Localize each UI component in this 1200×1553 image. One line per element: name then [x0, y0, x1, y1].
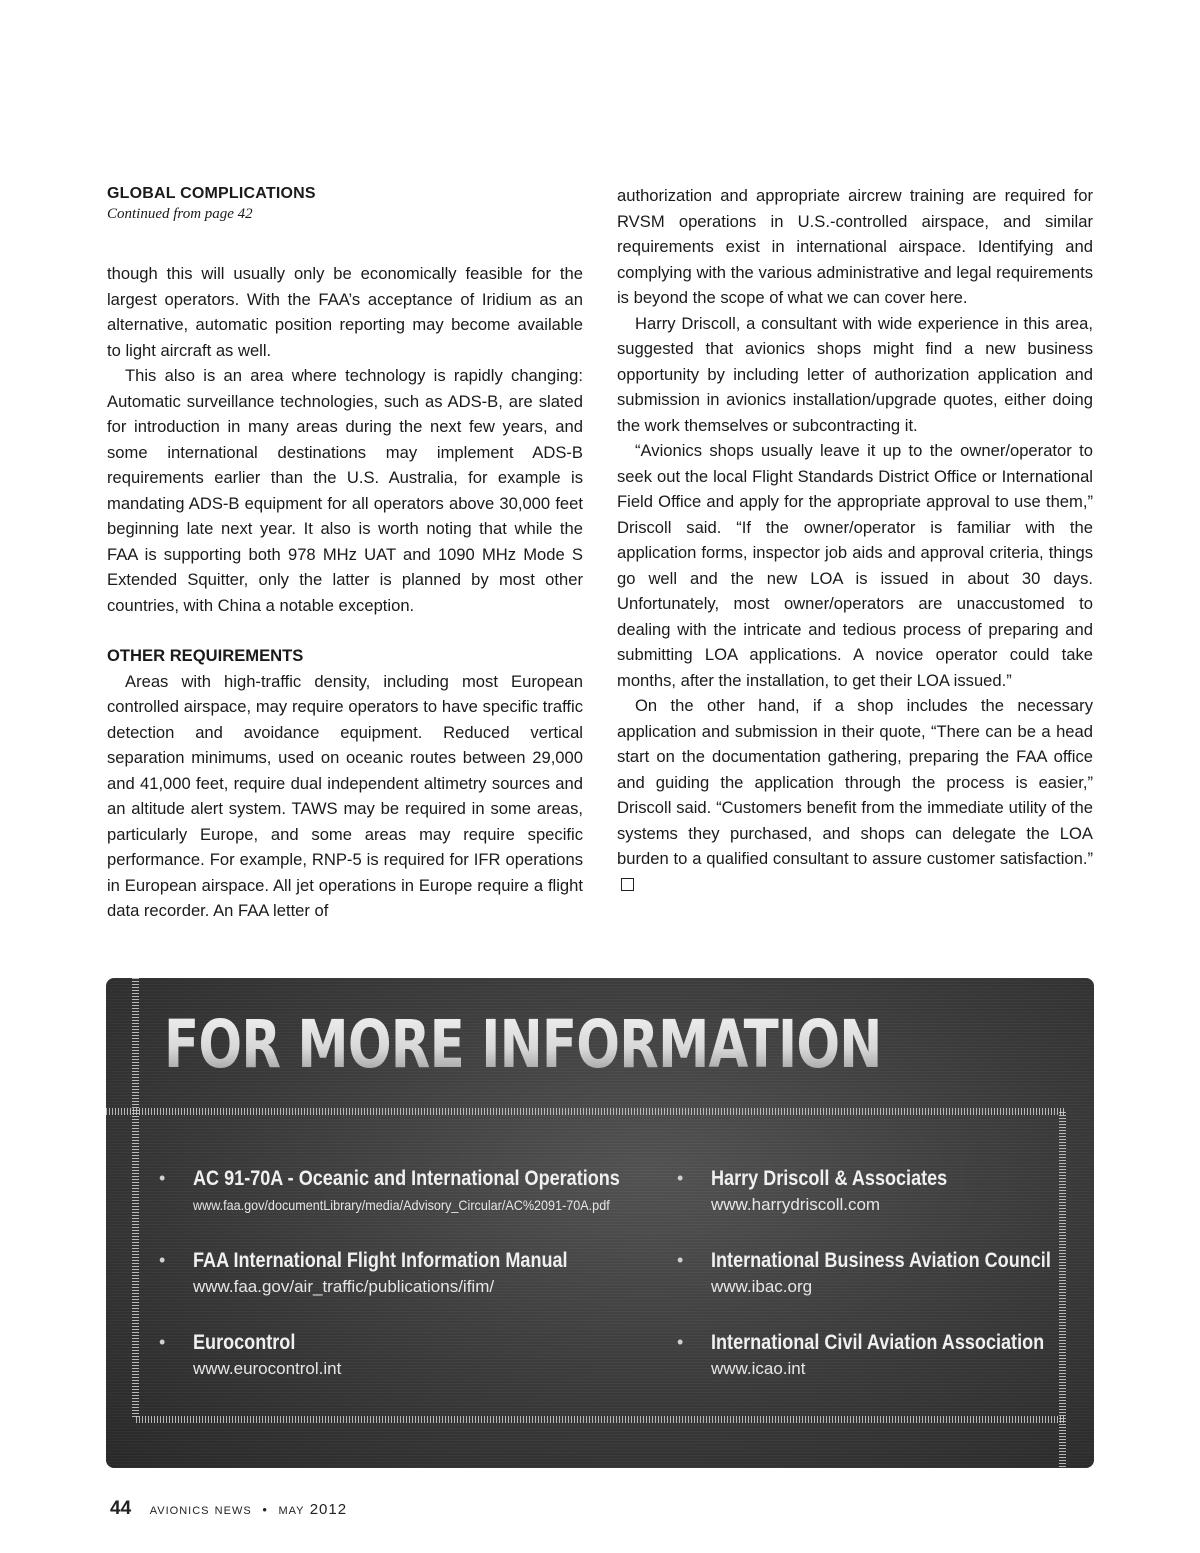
- bullet-icon: •: [159, 1250, 166, 1270]
- issue-date: may 2012: [278, 1501, 348, 1518]
- body-paragraph: [617, 693, 1093, 897]
- resource-item: [677, 1330, 1094, 1382]
- ruler-left-decoration: [132, 978, 139, 1418]
- resource-item: [159, 1330, 342, 1382]
- resource-link[interactable]: www.eurocontrol.int: [193, 1359, 342, 1378]
- bullet-icon: •: [677, 1332, 684, 1352]
- resource-name: International Civil Aviation Association: [711, 1331, 1045, 1354]
- article-left-column: [107, 183, 583, 924]
- resource-name: International Business Aviation Council: [711, 1249, 1051, 1272]
- resource-link[interactable]: www.ibac.org: [711, 1277, 813, 1296]
- end-mark-icon: [621, 878, 634, 891]
- bullet-icon: •: [159, 1332, 166, 1352]
- resource-item: [677, 1166, 986, 1218]
- info-box-title: FOR MORE INFORMATION: [164, 1006, 882, 1083]
- resource-link[interactable]: www.faa.gov/documentLibrary/media/Advisory_Circular/AC%2091-70A.pdf: [193, 1197, 610, 1213]
- resource-link[interactable]: www.harrydriscoll.com: [711, 1195, 881, 1214]
- body-paragraph: Harry Driscoll, a consultant with wide experience in this area, suggested that avionics shops might find a new business opportunity by including letter of authorization application and submission in avionics installation/upgrade quotes, either doing the work themselves or subcontracting it.: [617, 313, 1093, 435]
- page-footer: [110, 1498, 347, 1520]
- resource-link[interactable]: www.icao.int: [711, 1359, 806, 1378]
- resource-item: [159, 1248, 629, 1300]
- resource-link[interactable]: www.faa.gov/air_traffic/publications/ifim/: [193, 1277, 495, 1296]
- section-kicker: GLOBAL COMPLICATIONS: [107, 185, 316, 202]
- resource-name: AC 91-70A - Oceanic and International Operations: [193, 1167, 620, 1190]
- resource-item: [159, 1166, 689, 1218]
- resource-item: [677, 1248, 1094, 1300]
- bullet-icon: •: [677, 1250, 684, 1270]
- body-paragraph: This also is an area where technology is rapidly changing: Automatic surveillance technologies, such as ADS-B, are slated for introduction in many areas during the next few years, and some international destinations may implement ADS-B requirements earlier than the U.S. Australia, for example is mandating ADS-B equipment for all operators above 30,000 feet beginning late next year. It also is worth noting that while the FAA is supporting both 978 MHz UAT and 1090 MHz Mode S Extended Squitter, only the latter is planned by most other countries, with China a notable exception.: [107, 366, 583, 615]
- body-paragraph: though this will usually only be economically feasible for the largest operators. With the FAA’s acceptance of Iridium as an alternative, automatic position reporting may become available to light aircraft as well.: [107, 264, 583, 360]
- body-paragraph: authorization and appropriate aircrew training are required for RVSM operations in U.S.-controlled airspace, and similar requirements exist in international airspace. Identifying and complying with the various administrative and legal requirements is beyond the scope of what we can cover here.: [617, 186, 1093, 307]
- bullet-icon: •: [677, 1168, 684, 1188]
- resource-name: Eurocontrol: [193, 1331, 296, 1354]
- body-paragraph-text: On the other hand, if a shop includes the necessary application and submission in their quote, “There can be a head start on the documentation gathering, preparing the FAA office and guiding the application through the process is easier,” Driscoll said. “Customers benefit from the immediate utility of the systems they purchased, and shops can delegate the LOA burden to a qualified consultant to assure customer satisfaction.”: [617, 696, 1093, 868]
- article-right-column: [617, 183, 1093, 897]
- ruler-top-decoration: [106, 1108, 1064, 1115]
- body-paragraph: Areas with high-traffic density, including most European controlled airspace, may require operators to have specific traffic detection and avoidance equipment. Reduced vertical separation minimums, used on oceanic routes between 29,000 and 41,000 feet, require dual independent altimetry sources and an altitude alert system. TAWS may be required in some areas, particularly Europe, and some areas may require specific performance. For example, RNP-5 is required for IFR operations in European airspace. All jet operations in Europe require a flight data recorder. An FAA letter of: [107, 671, 583, 920]
- footer-separator: •: [262, 1502, 268, 1517]
- bullet-icon: •: [159, 1168, 166, 1188]
- resource-name: FAA International Flight Information Manual: [193, 1249, 568, 1272]
- more-information-box: [106, 978, 1094, 1468]
- subheading: OTHER REQUIREMENTS: [107, 646, 304, 665]
- publication-name: avionics news: [149, 1501, 252, 1518]
- ruler-bottom-decoration: [136, 1416, 1064, 1423]
- continued-note: Continued from page 42: [107, 206, 253, 222]
- resource-name: Harry Driscoll & Associates: [711, 1167, 948, 1190]
- body-paragraph: “Avionics shops usually leave it up to the owner/operator to seek out the local Flight Standards District Office or International Field Office and apply for the appropriate approval to use them,” Driscoll said. “If the owner/operator is familiar with the application forms, inspector job aids and approval criteria, things go well and the new LOA is issued in about 30 days. Unfortunately, most owner/operators are unaccustomed to dealing with the intricate and tedious process of preparing and submitting LOA applications. A novice operator could take months, after the installation, to get their LOA issued.”: [617, 441, 1093, 690]
- page-number: 44: [110, 1498, 132, 1519]
